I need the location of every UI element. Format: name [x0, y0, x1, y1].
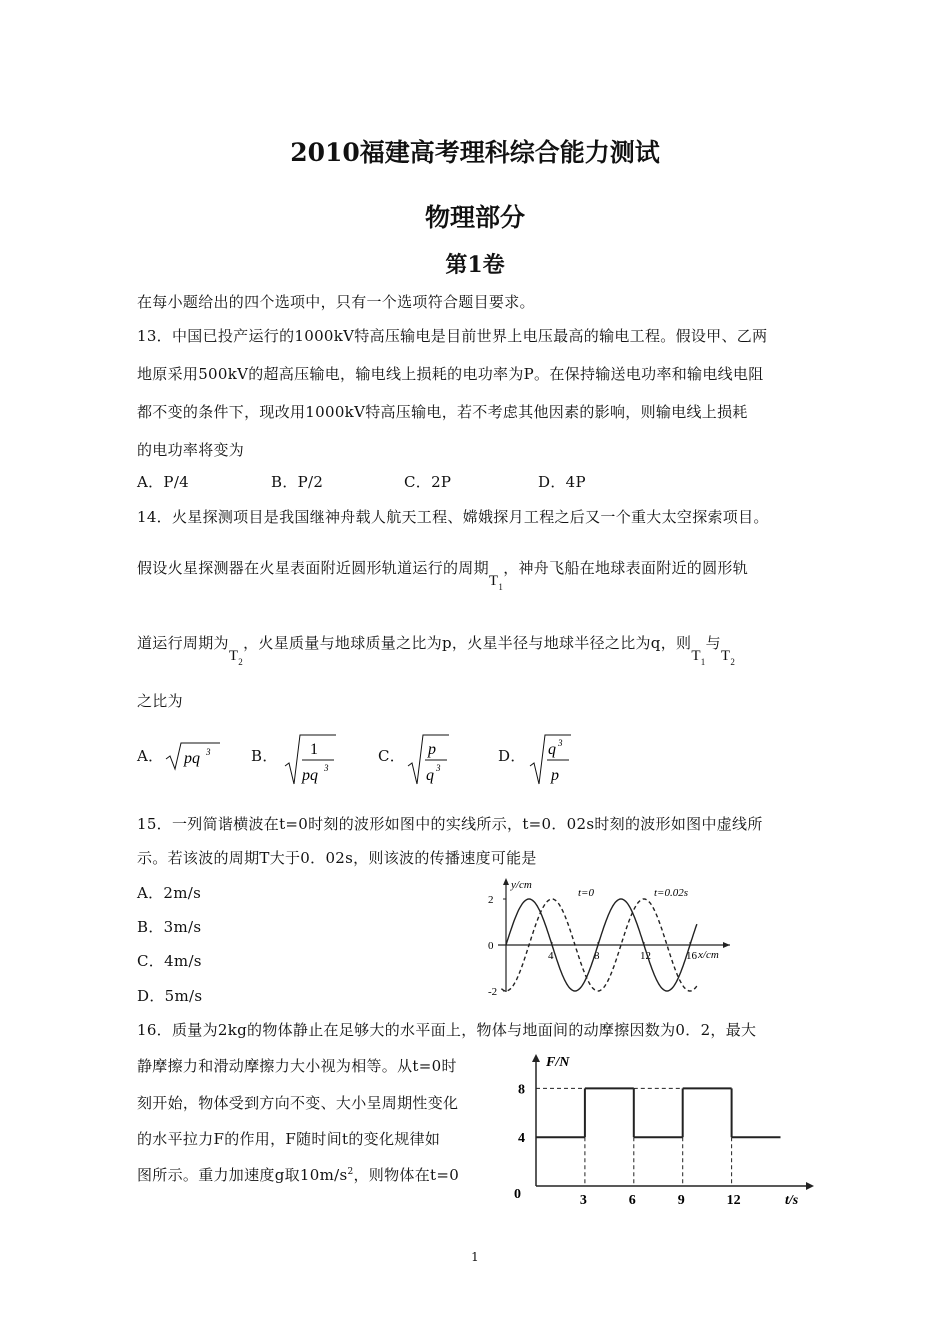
q14-option-c-label: C．: [378, 747, 406, 765]
formula-den: q: [426, 767, 434, 784]
q16-line: 的水平拉力F的作用，F随时间t的变化规律如: [137, 1130, 441, 1148]
q13-option-c: C．2P: [404, 473, 452, 491]
q14-text: ，神舟飞船在地球表面附近的圆形轨: [503, 559, 748, 577]
y-axis-label: y/cm: [511, 879, 532, 891]
q15-option-a: A．2m/s: [137, 884, 202, 902]
t-axis-arrow: [806, 1182, 814, 1190]
formula-num: p: [428, 741, 436, 758]
formula-den: p: [551, 767, 559, 784]
q13-line: 13．中国已投产运行的1000kV特高压输电是目前世界上电压最高的输电工程。假设甲、乙两: [137, 327, 768, 345]
q13-line: 都不变的条件下，现改用1000kV特高压输电，若不考虑其他因素的影响，则输电线上损耗: [137, 403, 748, 421]
q13-line: 的电功率将变为: [137, 441, 245, 459]
formula-den: pq: [302, 767, 318, 784]
symbol-t2: $T_2$: [228, 648, 244, 667]
formula-exp: 3: [324, 763, 329, 773]
formula-exp: 3: [558, 738, 563, 748]
q14-option-d-formula: [527, 730, 573, 788]
q13-option-a: A．P/4: [137, 473, 190, 491]
y-tick-label: -2: [488, 986, 498, 998]
q16-line: 刻开始，物体受到方向不变、大小呈周期性变化: [137, 1094, 459, 1112]
y-tick-label: 0: [488, 940, 494, 952]
q14-option-a-formula: [162, 735, 222, 775]
paper-title: 2010福建高考理科综合能力测试: [290, 138, 660, 167]
x-tick-label: 4: [548, 950, 554, 962]
q15-option-c: C．4m/s: [137, 952, 202, 970]
q14-line: 14．火星探测项目是我国继神舟载人航天工程、嫦娥探月工程之后又一个重大太空探索项目。: [137, 508, 769, 526]
f-tick-label: 4: [518, 1131, 525, 1147]
t-tick-label: 3: [579, 1193, 587, 1208]
force-graph: [510, 1048, 825, 1208]
q15-line: 15．一列简谐横波在t=0时刻的波形如图中的实线所示，t=0．02s时刻的波形如图中虚线所: [137, 815, 763, 833]
q14-text: 道运行周期为: [137, 634, 229, 652]
q13-option-d: D．4P: [538, 473, 586, 491]
q14-text: 与: [705, 634, 721, 652]
q14-option-d-label: D．: [498, 747, 526, 765]
q14-text: ，火星质量与地球质量之比为p，火星半径与地球半径之比为q，则: [243, 634, 692, 652]
volume-title: 第1卷: [445, 252, 505, 278]
q14-option-c-formula: [405, 730, 451, 788]
q15-line: 示。若该波的周期T大于0．02s，则该波的传播速度可能是: [137, 849, 537, 867]
f-axis-label: F/N: [546, 1055, 570, 1070]
t-tick-label: 9: [677, 1193, 685, 1208]
y-tick-label: 2: [488, 894, 494, 906]
y-axis-arrow: [503, 878, 509, 885]
formula-num: q: [548, 741, 556, 758]
instruction-text: 在每小题给出的四个选项中，只有一个选项符合题目要求。: [137, 293, 535, 311]
q13-option-b: B．P/2: [271, 473, 324, 491]
t-tick-label: 12: [726, 1193, 741, 1208]
q14-option-b-label: B．: [251, 747, 278, 765]
q14-option-a-label: A．: [137, 747, 164, 765]
f-axis-arrow: [532, 1054, 540, 1062]
page-number: 1: [471, 1250, 479, 1264]
q16-line: 图所示。重力加速度g取$10m/s^2$，则物体在t=0: [137, 1166, 460, 1184]
q14-option-b-formula: [282, 730, 338, 788]
t-tick-label: 6: [628, 1193, 636, 1208]
f-tick-label: 0: [514, 1187, 521, 1202]
x-tick-label: 8: [594, 950, 600, 962]
t-axis-label: t/s: [785, 1193, 799, 1208]
q15-option-d: D．5m/s: [137, 987, 203, 1005]
q13-line: 地原采用500kV的超高压输电，输电线上损耗的电功率为P。在保持输送电功率和输电线电阻: [137, 365, 764, 383]
q16-line: 16．质量为2kg的物体静止在足够大的水平面上，物体与地面间的动摩擦因数为0．2，最大: [137, 1021, 757, 1039]
x-tick-label: 16: [686, 950, 697, 962]
x-axis-arrow: [723, 942, 730, 948]
x-tick-label: 12: [640, 950, 651, 962]
q14-line: 之比为: [137, 692, 183, 710]
formula-exp: 3: [436, 763, 441, 773]
dashed-wave-label: t=0.02s: [654, 887, 689, 899]
formula-base: pq: [184, 750, 200, 767]
q16-line: 静摩擦力和滑动摩擦力大小视为相等。从t=0时: [137, 1057, 457, 1075]
symbol-t2: $T_2$: [720, 648, 736, 667]
x-axis-label: x/cm: [698, 949, 719, 961]
q14-line: [137, 632, 736, 667]
symbol-t1: $T_1$: [691, 648, 706, 667]
formula-num: 1: [310, 741, 318, 758]
q14-line: [137, 557, 748, 592]
section-title: 物理部分: [424, 203, 525, 232]
f-tick-label: 8: [518, 1082, 525, 1098]
symbol-t1: $T_1$: [488, 573, 504, 592]
wave-graph: [478, 874, 740, 998]
formula-exp: 3: [206, 747, 211, 757]
q15-option-b: B．3m/s: [137, 918, 202, 936]
q14-text: 假设火星探测器在火星表面附近圆形轨道运行的周期: [137, 559, 489, 577]
solid-wave-label: t=0: [578, 887, 594, 899]
